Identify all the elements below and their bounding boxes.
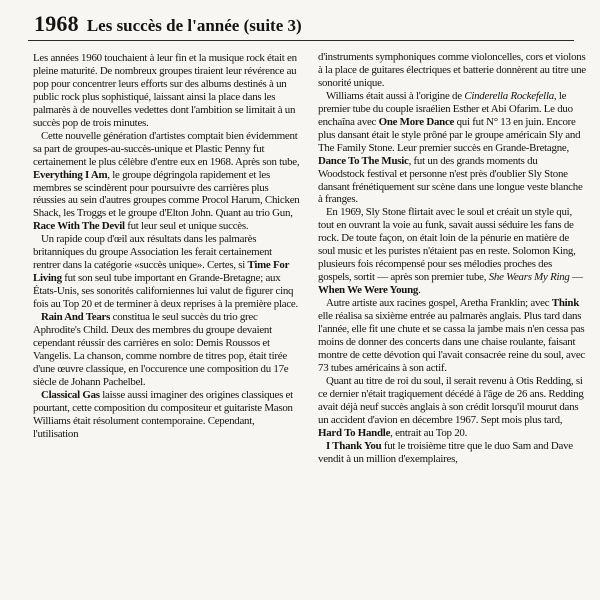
left-text-column <box>33 52 301 441</box>
paragraph <box>33 130 301 234</box>
title-year: 1968 <box>34 11 79 36</box>
text-run: d'instruments symphoniques comme violoncelles, cors et violons à la place de guitares électriques et batterie donnèrent au titre une sonorité unique. <box>318 51 586 89</box>
song-title-bold: Classical Gas <box>41 388 100 401</box>
song-title-italic: She Wears My Ring <box>488 271 570 284</box>
title-rule <box>28 40 574 41</box>
text-run: laisse aussi imaginer des origines classiques et pourtant, cette composition du compositeur et guitariste Mason Williams était résolument contemporaine. Cependant, l'utilisation <box>33 388 293 440</box>
song-title-bold: Rain And Tears <box>41 311 111 324</box>
text-run: Les années 1960 touchaient à leur fin et la musique rock était en pleine maturité. De nombreux groupes tiraient leur révérence au pop pour concentrer leurs efforts sur des albums destinés à un public rock plus sophistiqué, laissant ainsi la place dans les palmarès à de nouvelles vedettes dont l'ambition se limitait à un succès pop de trois minutes. <box>33 52 297 129</box>
right-text-column <box>318 51 586 466</box>
text-run: fut son seul tube important en Grande-Bretagne; aux États-Unis, ses sonorités californiennes lui valut de figurer cinq fois au Top 20 et de terminer à deux reprises à la première place. <box>33 272 298 311</box>
text-run: Autre artiste aux racines gospel, Aretha Franklin; avec <box>326 297 552 310</box>
song-title-bold: I Thank You <box>326 439 382 452</box>
paragraph <box>318 90 586 207</box>
song-title-italic: Cinderella Rockefella <box>464 89 554 102</box>
paragraph <box>318 375 586 440</box>
text-run: Williams était aussi à l'origine de <box>326 89 465 102</box>
paragraph <box>318 51 586 90</box>
song-title-bold: Race With The Devil <box>33 220 125 233</box>
song-title-bold: Hard To Handle <box>318 426 391 439</box>
paragraph <box>33 389 301 441</box>
text-run: constitua le seul succès du trio grec Aphrodite's Child. Deux des membres du groupe devaient cependant réussir des carrières en solo: Demis Roussos et Vangelis. La chanson, comme nombre de titres pop, était tirée d'une œuvre classique, en l'occurence une composition du 17e siècle de Johann Pachelbel. <box>33 311 289 388</box>
text-run: qui fut N° 13 en juin. Encore plus dansant était le style prôné par le groupe américain Sly and The Family Stone. Leur premier succès en Grande-Bretagne, <box>318 115 581 154</box>
paragraph <box>33 311 301 389</box>
text-run: , fut un des grands moments du Woodstock festival et personne n'est près d'oublier Sly Stone dansant frénétiquement sur scène dans une longue veste blanche à franges. <box>318 154 583 206</box>
paragraph <box>33 233 301 311</box>
text-run: elle réalisa sa sixième entrée au palmarès anglais. Plus tard dans l'année, elle fit une chute et se cassa la jambe mais n'en cessa pas moins de donner des concerts dans une chaise roulante, faisant montre de cette dévotion qui l'avait consacrée reine du soul, avec 73 tubes américains à son actif. <box>318 310 585 374</box>
paragraph <box>318 206 586 297</box>
song-title-bold: Time For Living <box>33 259 289 285</box>
text-run: , le groupe dégringola rapidement et les membres se scindèrent pour poursuivre des carrières plus réussies au sein d'autres groupes comme Procol Harum, Chicken Shack, les Troggs et le groupe d'Elton John. Quant au trio Gun, <box>33 168 300 220</box>
song-title-bold: One More Dance <box>378 115 455 128</box>
page-title <box>34 11 302 37</box>
paragraph <box>318 297 586 375</box>
text-run: Cette nouvelle génération d'artistes comptait bien évidemment sa part de groupes-au-succès-unique et Plastic Penny fut certainement le plus célèbre d'entre eux en 1968. Après son tube, <box>33 129 300 168</box>
song-title-bold: Everything I Am <box>33 168 108 181</box>
text-run: Quant au titre de roi du soul, il serait revenu à Otis Redding, si ce dernier n'était tragiquement décédé à l'âge de 26 ans. Redding avait déjà neuf succès anglais à son crédit lorsqu'il mourut dans un accident d'avion en décembre 1967. Sept mois plus tard, <box>318 374 584 426</box>
text-run: , entrait au Top 20. <box>390 426 468 439</box>
text-run: fut leur seul et unique succès. <box>124 220 249 233</box>
text-run: — <box>569 271 583 284</box>
text-run: En 1969, Sly Stone flirtait avec le soul et créait un style qui, tout en ouvrant la voie au funk, savait aussi séduire les fans de rock. De toute façon, on était loin de la pénurie en matière de soul music et les puristes n'étaient pas en reste. Solomon King, plusieurs fois récompensé pour ses mélodies proches des gospels, sortit — après son premier tube, <box>318 206 576 284</box>
paragraph <box>318 440 586 466</box>
song-title-bold: When We Were Young <box>318 284 419 297</box>
text-run: . <box>418 284 421 297</box>
title-subtitle: Les succès de l'année (suite 3) <box>86 16 302 35</box>
song-title-bold: Think <box>551 297 580 310</box>
text-run: , le premier tube du couple israélien Esther et Abi Ofarim. Le duo enchaîna avec <box>318 89 573 128</box>
text-run: fut le troisième titre que le duo Sam and Dave vendit à un million d'exemplaires, <box>318 439 573 465</box>
text-run: Un rapide coup d'œil aux résultats dans les palmarès britanniques du groupe Association les ferait certainement rentrer dans la catégorie «succès unique». Certes, si <box>33 233 272 272</box>
song-title-bold: Dance To The Music <box>318 154 409 167</box>
paragraph <box>33 52 301 130</box>
